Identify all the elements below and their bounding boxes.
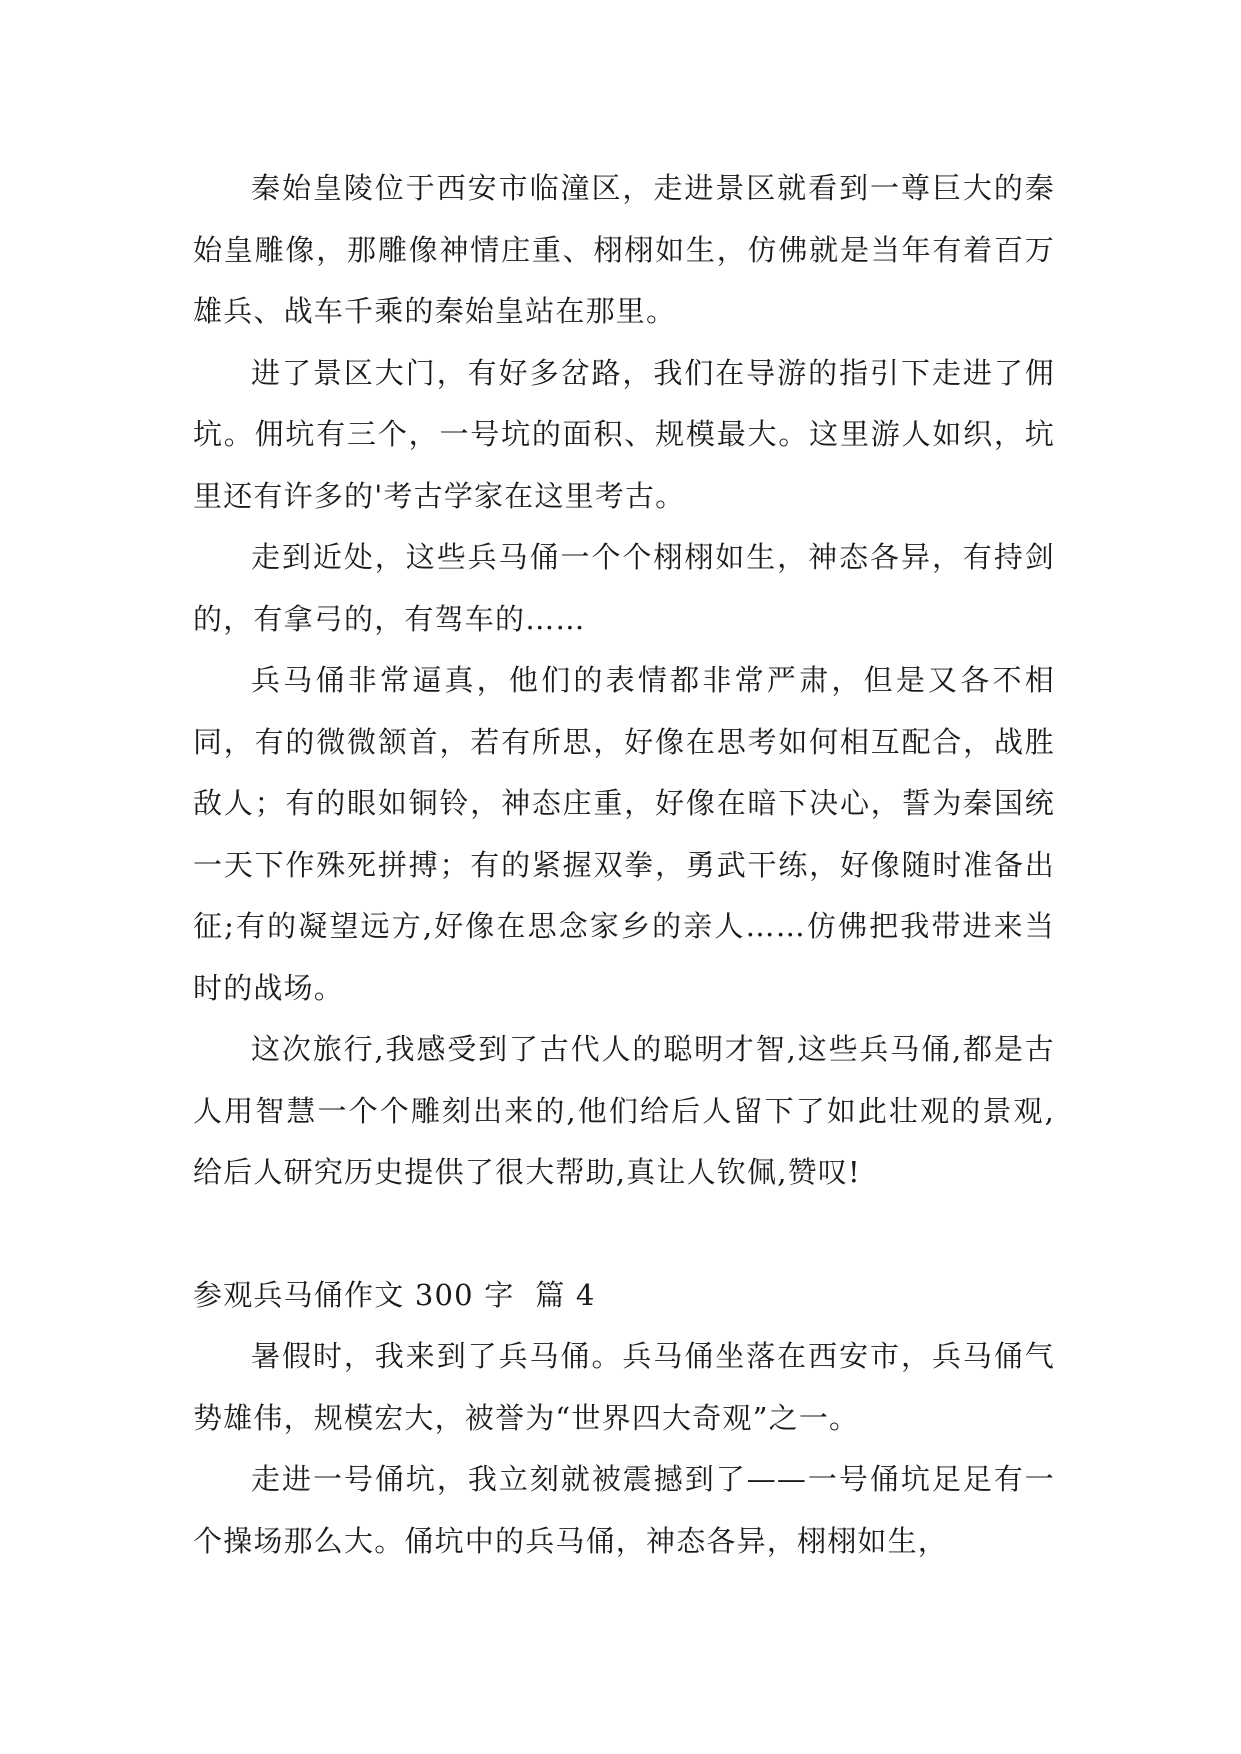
paragraph-close-view: 走到近处，这些兵马俑一个个栩栩如生，神态各异，有持剑的，有拿弓的，有驾车的…… [193,540,1055,636]
document-body [193,158,1055,1572]
paragraph-qin-mausoleum: 秦始皇陵位于西安市临潼区，走进景区就看到一尊巨大的秦始皇雕像，那雕像神情庄重、栩栩如生，仿佛就是当年有着百万雄兵、战车千乘的秦始皇站在那里。 [193,171,1055,328]
paragraph-trip-reflection: 这次旅行,我感受到了古代人的聪明才智,这些兵马俑,都是古人用智慧一个个雕刻出来的,他们给后人留下了如此壮观的景观,给后人研究历史提供了很大帮助,真让人钦佩,赞叹! [193,1032,1055,1189]
paragraph-pit-one: 走进一号俑坑，我立刻就被震撼到了——一号俑坑足足有一个操场那么大。俑坑中的兵马俑，神态各异，栩栩如生， [193,1462,1055,1558]
section-heading: 参观兵马俑作文 300 字 篇 4 [193,1277,596,1312]
paragraph-summer-visit: 暑假时，我来到了兵马俑。兵马俑坐落在西安市，兵马俑气势雄伟，规模宏大，被誉为“世界四大奇观”之一。 [193,1339,1055,1435]
paragraph-warrior-expressions: 兵马俑非常逼真，他们的表情都非常严肃，但是又各不相同，有的微微颔首，若有所思，好像在思考如何相互配合，战胜敌人；有的眼如铜铃，神态庄重，好像在暗下决心，誓为秦国统一天下作殊死拼搏；有的紧握双拳，勇武干练，好像随时准备出征;有的凝望远方,好像在思念家乡的亲人……仿佛把我带进来当时的战场。 [193,663,1055,1005]
paragraph-entering-pits: 进了景区大门，有好多岔路，我们在导游的指引下走进了佣坑。佣坑有三个，一号坑的面积、规模最大。这里游人如织，坑里还有许多的'考古学家在这里考古。 [193,355,1055,513]
